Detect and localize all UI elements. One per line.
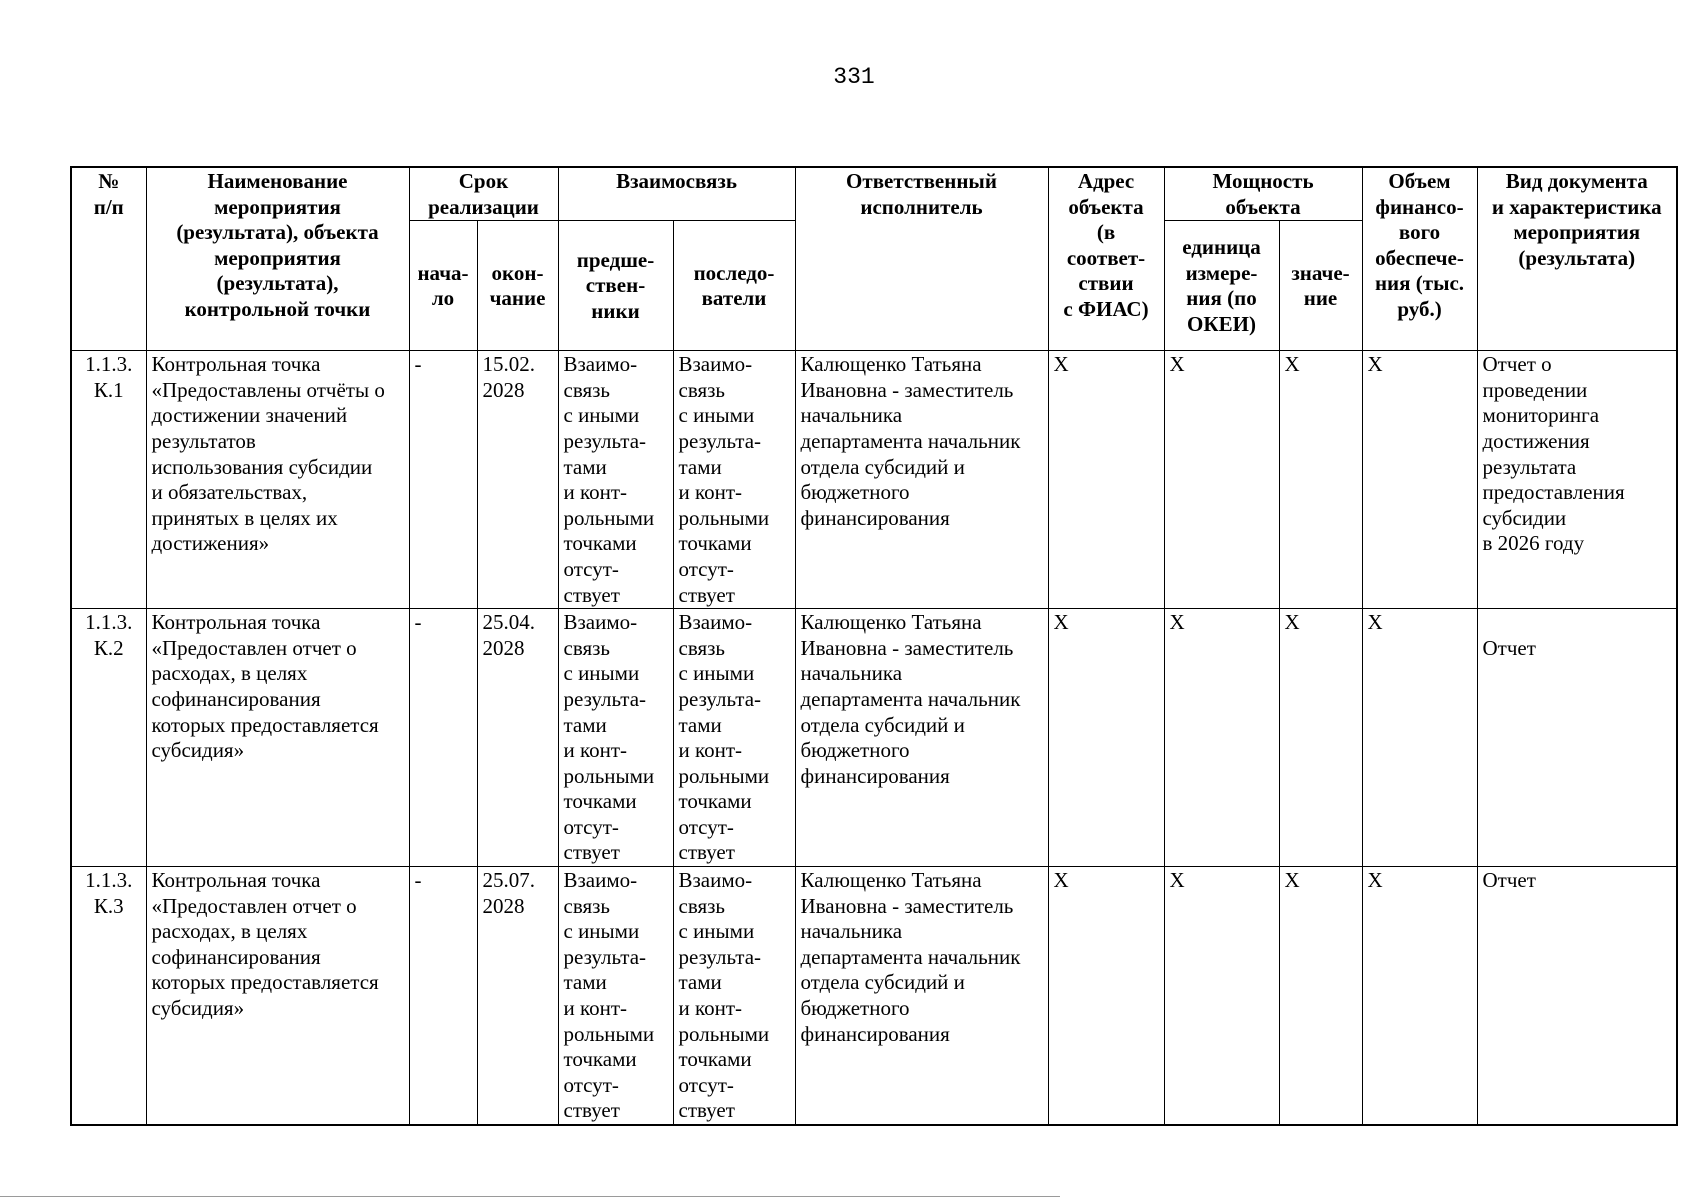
text-line: Взаимо- (563, 868, 638, 893)
text-line: субсидия» (151, 738, 245, 763)
text-line: результатов (151, 428, 256, 453)
measures-table (70, 166, 1678, 1126)
header-start (409, 221, 477, 351)
header-address (1048, 167, 1164, 351)
text-line: достижения» (151, 531, 270, 556)
text-line: «Предоставлен отчет о (151, 635, 357, 660)
text-line: Взаимо- (563, 352, 638, 377)
text-line: ствует (563, 1098, 620, 1123)
text-line: нача- (417, 260, 469, 285)
text-line: с иными (563, 919, 640, 944)
text-line: которых предоставляется (151, 712, 379, 737)
text-line: ватели (701, 286, 767, 311)
row-end (477, 867, 558, 1125)
text-line: департамента начальник (800, 944, 1021, 969)
text-line: точками (563, 531, 637, 556)
text-line: и конт- (563, 738, 628, 763)
text-line: точками (563, 789, 637, 814)
header-link (558, 167, 795, 221)
table-row (71, 351, 1677, 609)
text-line: 2028 (482, 893, 525, 918)
text-line: ствует (678, 1098, 735, 1123)
text-line: с иными (678, 403, 755, 428)
text-line: отсут- (678, 1072, 734, 1097)
text-line: 15.02. (482, 352, 535, 377)
text-line: контрольной точки (184, 296, 371, 321)
text-line: 2028 (482, 377, 525, 402)
row-finance: X (1362, 351, 1477, 609)
text-line: бюджетного (800, 996, 910, 1021)
text-line: с иными (678, 919, 755, 944)
text-line: ствует (678, 840, 735, 865)
text-line: руб.) (1397, 296, 1442, 321)
text-line: Взаимо- (678, 352, 753, 377)
text-line: № (98, 169, 120, 193)
header-name (146, 167, 409, 351)
text-line: мониторинга (1482, 403, 1600, 428)
text-line: результа- (563, 428, 647, 453)
text-line: и конт- (678, 996, 743, 1021)
text-line: Ответственный (846, 169, 997, 193)
text-line: 1.1.3. (85, 610, 133, 635)
header-period (409, 167, 558, 221)
text-line: предоставления (1482, 480, 1625, 505)
text-line: софинансирования (151, 686, 321, 711)
row-doc-type (1477, 351, 1677, 609)
row-address: X (1048, 351, 1164, 609)
text-line: Калющенко Татьяна (800, 352, 982, 377)
text-line: 25.04. (482, 610, 535, 635)
text-line: отдела субсидий и (800, 712, 965, 737)
text-line: К.3 (93, 893, 124, 918)
row-successors (673, 609, 795, 867)
text-line: достижения (1482, 428, 1590, 453)
text-line: Объем (1388, 169, 1451, 193)
text-line: рольными (678, 505, 770, 530)
row-doc-type (1477, 609, 1677, 867)
text-line: субсидия» (151, 996, 245, 1021)
text-line: результа- (563, 686, 647, 711)
text-line: связь (563, 893, 610, 918)
text-line: чание (489, 286, 546, 311)
text-line: и конт- (563, 480, 628, 505)
text-line: ния (тыс. (1374, 271, 1465, 296)
text-line: отсут- (678, 556, 734, 581)
text-line: Отчет (1482, 635, 1536, 660)
row-name (146, 867, 409, 1125)
text-line: финансо- (1375, 194, 1464, 219)
text-line: отдела субсидий и (800, 454, 965, 479)
text-line: мероприятия (214, 194, 341, 219)
row-predecessors (558, 351, 673, 609)
row-value: X (1279, 867, 1362, 1125)
text-line: рольными (678, 1021, 770, 1046)
row-responsible (795, 609, 1048, 867)
text-line: ствует (678, 582, 735, 607)
text-line: проведении (1482, 377, 1588, 402)
text-line: ствии (1078, 271, 1134, 296)
text-line: с ФИАС) (1063, 296, 1149, 321)
row-unit: X (1164, 867, 1279, 1125)
text-line: мероприятия (1513, 220, 1641, 245)
text-line: бюджетного (800, 738, 910, 763)
text-line: и конт- (678, 738, 743, 763)
text-line: Ивановна - заместитель (800, 893, 1014, 918)
header-responsible (795, 167, 1048, 351)
text-line: рольными (678, 763, 770, 788)
header-predecessors (558, 221, 673, 351)
text-line: с иными (563, 661, 640, 686)
row-successors (673, 351, 795, 609)
row-value: X (1279, 351, 1362, 609)
text-line: с иными (563, 403, 640, 428)
text-line: Адрес (1077, 169, 1135, 193)
row-start: - (409, 867, 477, 1125)
row-predecessors (558, 609, 673, 867)
text-line: Мощность (1212, 169, 1314, 193)
text-line: отдела субсидий и (800, 970, 965, 995)
text-line: точками (678, 1047, 752, 1072)
text-line: бюджетного (800, 480, 910, 505)
text-line: Контрольная точка (151, 610, 321, 635)
text-line: Ивановна - заместитель (800, 377, 1014, 402)
text-line: софинансирования (151, 944, 321, 969)
text-line: финансирования (800, 505, 950, 530)
text-line: и конт- (678, 480, 743, 505)
text-line: результа- (563, 944, 647, 969)
text-line: 25.07. (482, 868, 535, 893)
text-line: начальника (800, 403, 903, 428)
text-line: К.1 (93, 377, 124, 402)
header-number (71, 167, 146, 351)
text-line: и характеристика (1491, 194, 1662, 219)
text-line: субсидии (1482, 505, 1567, 530)
row-finance: X (1362, 609, 1477, 867)
text-line: значе- (1291, 260, 1350, 285)
text-line: ствен- (585, 273, 646, 298)
text-line: ники (591, 298, 640, 323)
text-line: тами (563, 454, 607, 479)
text-line: Взаимо- (563, 610, 638, 635)
text-line: точками (563, 1047, 637, 1072)
text-line: Срок (458, 169, 509, 193)
row-number (71, 351, 146, 609)
text-line: ние (1303, 286, 1338, 311)
text-line: Контрольная точка (151, 868, 321, 893)
text-line: финансирования (800, 1021, 950, 1046)
header-capacity (1164, 167, 1362, 221)
text-line: начальника (800, 919, 903, 944)
row-end (477, 351, 558, 609)
text-line: объекта (1225, 194, 1301, 219)
text-line: в 2026 году (1482, 531, 1585, 556)
text-line: «Предоставлен отчет о (151, 893, 357, 918)
text-line: единица (1182, 235, 1261, 259)
text-line: расходах, в целях (151, 661, 308, 686)
text-line: (результата), (216, 271, 339, 296)
text-line: связь (563, 635, 610, 660)
text-line: 1.1.3. (85, 868, 133, 893)
header-value (1279, 221, 1362, 351)
text-line: Ивановна - заместитель (800, 635, 1014, 660)
text-line: Взаимо- (678, 868, 753, 893)
text-line: тами (563, 712, 607, 737)
text-line: (в (1096, 220, 1116, 245)
row-unit: X (1164, 351, 1279, 609)
text-line: принятых в целях их (151, 505, 338, 530)
text-line: результа- (678, 428, 762, 453)
text-line: Взаимо- (678, 610, 753, 635)
text-line: рольными (563, 1021, 655, 1046)
text-line: окон- (491, 260, 544, 285)
text-line: отсут- (678, 814, 734, 839)
text-line: Взаимосвязь (616, 169, 737, 193)
text-line: (результата) (1518, 245, 1636, 270)
text-line: Калющенко Татьяна (800, 610, 982, 635)
row-start: - (409, 609, 477, 867)
text-line: точками (678, 531, 752, 556)
text-line: ствует (563, 840, 620, 865)
row-address: X (1048, 867, 1164, 1125)
text-line: реализации (428, 194, 539, 219)
row-number (71, 867, 146, 1125)
text-line: Наименование (207, 169, 348, 193)
text-line: К.2 (93, 635, 124, 660)
text-line: объекта (1068, 194, 1144, 219)
bottom-rule (0, 1196, 1060, 1197)
row-unit: X (1164, 609, 1279, 867)
text-line: п/п (93, 194, 124, 219)
text-line: ОКЕИ) (1187, 311, 1256, 336)
text-line: расходах, в целях (151, 919, 308, 944)
text-line: соответ- (1066, 245, 1146, 270)
text-line: Вид документа (1505, 169, 1648, 193)
row-responsible (795, 867, 1048, 1125)
text-line: Отчет (1482, 868, 1536, 893)
text-line: департамента начальник (800, 686, 1021, 711)
row-number (71, 609, 146, 867)
text-line: ствует (563, 582, 620, 607)
text-line: мероприятия (214, 245, 341, 270)
page-number: 331 (833, 64, 875, 90)
text-line: ния (по (1186, 286, 1257, 311)
text-line: тами (678, 712, 722, 737)
row-name (146, 351, 409, 609)
text-line: результа- (678, 686, 762, 711)
text-line: связь (678, 893, 725, 918)
header-doc-type (1477, 167, 1677, 351)
table-row (71, 867, 1677, 1125)
row-start: - (409, 351, 477, 609)
text-line: результа- (678, 944, 762, 969)
text-line: тами (678, 454, 722, 479)
text-line (1483, 610, 1672, 636)
header-successors (673, 221, 795, 351)
text-line: Отчет о (1482, 352, 1552, 377)
text-line: отсут- (563, 814, 619, 839)
text-line: начальника (800, 661, 903, 686)
table-row (71, 609, 1677, 867)
text-line: «Предоставлены отчёты о (151, 377, 385, 402)
text-line: рольными (563, 763, 655, 788)
text-line: отсут- (563, 556, 619, 581)
text-line: результата (1482, 454, 1577, 479)
row-value: X (1279, 609, 1362, 867)
text-line: использования субсидии (151, 454, 373, 479)
text-line: предше- (576, 247, 655, 272)
text-line: и обязательствах, (151, 480, 308, 505)
text-line: измере- (1185, 260, 1258, 285)
text-line: департамента начальник (800, 428, 1021, 453)
text-line: финансирования (800, 763, 950, 788)
row-successors (673, 867, 795, 1125)
text-line: тами (678, 970, 722, 995)
text-line: и конт- (563, 996, 628, 1021)
text-line: с иными (678, 661, 755, 686)
row-name (146, 609, 409, 867)
text-line: последо- (693, 260, 775, 285)
row-end (477, 609, 558, 867)
text-line: точками (678, 789, 752, 814)
text-line: ло (431, 286, 455, 311)
text-line: (результата), объекта (176, 220, 379, 245)
text-line: отсут- (563, 1072, 619, 1097)
text-line: Контрольная точка (151, 352, 321, 377)
text-line: связь (563, 377, 610, 402)
row-predecessors (558, 867, 673, 1125)
text-line: достижении значений (151, 403, 348, 428)
text-line: которых предоставляется (151, 970, 379, 995)
text-line: 1.1.3. (85, 352, 133, 377)
text-line: исполнитель (860, 194, 983, 219)
row-address: X (1048, 609, 1164, 867)
text-line: связь (678, 377, 725, 402)
text-line: вого (1398, 220, 1441, 245)
text-line: рольными (563, 505, 655, 530)
row-doc-type (1477, 867, 1677, 1125)
row-finance: X (1362, 867, 1477, 1125)
header-finance (1362, 167, 1477, 351)
text-line: связь (678, 635, 725, 660)
text-line: Калющенко Татьяна (800, 868, 982, 893)
text-line: обеспече- (1375, 245, 1464, 270)
row-responsible (795, 351, 1048, 609)
header-end (477, 221, 558, 351)
header-unit (1164, 221, 1279, 351)
text-line: 2028 (482, 635, 525, 660)
text-line: тами (563, 970, 607, 995)
